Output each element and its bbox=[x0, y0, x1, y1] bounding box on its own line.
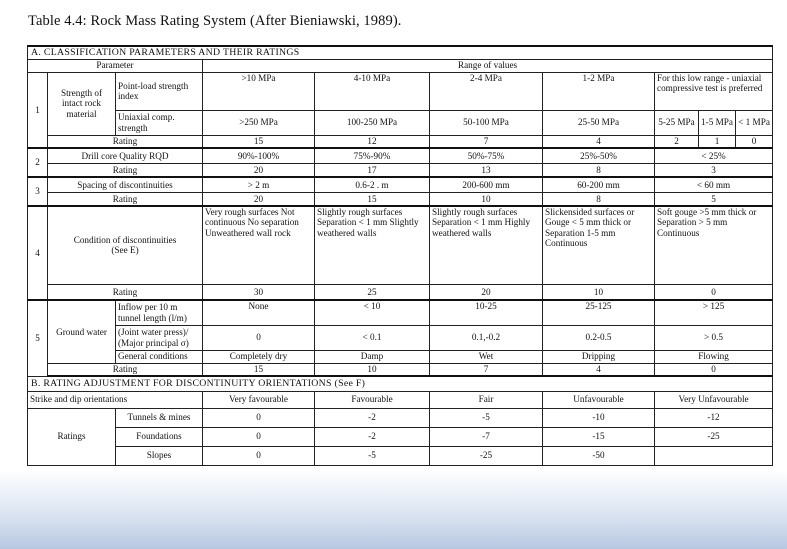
rating-value: 30 bbox=[203, 284, 315, 300]
point-load-value: >10 MPa bbox=[203, 72, 315, 110]
general-conditions-value: Wet bbox=[430, 350, 543, 363]
inflow-label: Inflow per 10 m tunnel length (l/m) bbox=[116, 300, 203, 325]
spacing-label: Spacing of discontinuities bbox=[48, 177, 203, 192]
spacing-value: > 2 m bbox=[203, 177, 315, 192]
spacing-value: 200-600 mm bbox=[430, 177, 543, 192]
rating-label: Rating bbox=[48, 363, 203, 376]
adjustment-value: -10 bbox=[543, 408, 655, 427]
rating-value: 20 bbox=[430, 284, 543, 300]
uniaxial-value: 5-25 MPa bbox=[655, 110, 699, 135]
water-pressure-value: 0.1,-0.2 bbox=[430, 325, 543, 350]
uniaxial-value: 25-50 MPa bbox=[543, 110, 655, 135]
adjustment-value: -25 bbox=[655, 427, 773, 446]
general-conditions-value: Completely dry bbox=[203, 350, 315, 363]
rqd-value: < 25% bbox=[655, 148, 773, 163]
rqd-value: 75%-90% bbox=[315, 148, 430, 163]
water-pressure-value: 0.2-0.5 bbox=[543, 325, 655, 350]
table-title: Table 4.4: Rock Mass Rating System (After Bieniawski, 1989). bbox=[28, 13, 402, 29]
adjustment-row-label: Tunnels & mines bbox=[116, 408, 203, 427]
rating-value: 15 bbox=[203, 135, 315, 148]
orientation-label: Fair bbox=[430, 391, 543, 408]
rating-value: 5 bbox=[655, 192, 773, 206]
rating-label: Rating bbox=[48, 192, 203, 206]
rating-value: 7 bbox=[430, 135, 543, 148]
rating-value: 10 bbox=[315, 363, 430, 376]
inflow-value: 10-25 bbox=[430, 300, 543, 325]
rating-value: 20 bbox=[203, 192, 315, 206]
general-conditions-value: Damp bbox=[315, 350, 430, 363]
ratings-label: Ratings bbox=[28, 408, 116, 465]
adjustment-value: 0 bbox=[203, 427, 315, 446]
param-1-number: 1 bbox=[28, 72, 48, 148]
range-header: Range of values bbox=[203, 59, 773, 72]
water-pressure-label: (Joint water press)/ (Major principal σ) bbox=[116, 325, 203, 350]
condition-value: Slightly rough surfaces Separation < 1 mm Slightly weathered walls bbox=[315, 206, 430, 284]
adjustment-value: 0 bbox=[203, 408, 315, 427]
point-load-value: 1-2 MPa bbox=[543, 72, 655, 110]
rating-value: 10 bbox=[430, 192, 543, 206]
adjustment-row-label: Foundations bbox=[116, 427, 203, 446]
inflow-value: < 10 bbox=[315, 300, 430, 325]
adjustment-value: -5 bbox=[430, 408, 543, 427]
inflow-value: 25-125 bbox=[543, 300, 655, 325]
param-4-number: 4 bbox=[28, 206, 48, 300]
rating-value: 12 bbox=[315, 135, 430, 148]
param-3-number: 3 bbox=[28, 177, 48, 206]
adjustment-value: -12 bbox=[655, 408, 773, 427]
uniaxial-value: 50-100 MPa bbox=[430, 110, 543, 135]
adjustment-value: -50 bbox=[543, 446, 655, 465]
section-a-heading: A. CLASSIFICATION PARAMETERS AND THEIR RATINGS bbox=[28, 46, 773, 59]
rating-value: 4 bbox=[543, 135, 655, 148]
rating-value: 10 bbox=[543, 284, 655, 300]
spacing-value: < 60 mm bbox=[655, 177, 773, 192]
rating-value: 8 bbox=[543, 192, 655, 206]
parameter-header: Parameter bbox=[28, 59, 203, 72]
condition-value: Soft gouge >5 mm thick or Separation > 5 mm Continuous bbox=[655, 206, 773, 284]
condition-value: Slickensided surfaces or Gouge < 5 mm thick or Separation 1-5 mm Continuous bbox=[543, 206, 655, 284]
rqd-value: 90%-100% bbox=[203, 148, 315, 163]
condition-value: Slightly rough surfaces Separation < 1 mm Highly weathered walls bbox=[430, 206, 543, 284]
uniaxial-value: >250 MPa bbox=[203, 110, 315, 135]
rating-label: Rating bbox=[48, 163, 203, 177]
param-5-number: 5 bbox=[28, 300, 48, 376]
rating-value: 2 bbox=[655, 135, 699, 148]
adjustment-value: -2 bbox=[315, 427, 430, 446]
water-pressure-value: < 0.1 bbox=[315, 325, 430, 350]
point-load-value: 2-4 MPa bbox=[430, 72, 543, 110]
section-b-heading: B. RATING ADJUSTMENT FOR DISCONTINUITY ORIENTATIONS (See F) bbox=[28, 376, 773, 391]
adjustment-value: -7 bbox=[430, 427, 543, 446]
general-conditions-value: Dripping bbox=[543, 350, 655, 363]
param-2-number: 2 bbox=[28, 148, 48, 177]
general-conditions-label: General conditions bbox=[116, 350, 203, 363]
uniaxial-value: 1-5 MPa bbox=[699, 110, 736, 135]
water-pressure-value: 0 bbox=[203, 325, 315, 350]
rating-label: Rating bbox=[48, 135, 203, 148]
low-range-note: For this low range - uniaxial compressive test is preferred bbox=[655, 72, 773, 110]
rating-value: 25 bbox=[315, 284, 430, 300]
uniaxial-label: Uniaxial comp. strength bbox=[116, 110, 203, 135]
inflow-value: None bbox=[203, 300, 315, 325]
uniaxial-value: < 1 MPa bbox=[736, 110, 773, 135]
adjustment-value: 0 bbox=[203, 446, 315, 465]
rmr-table bbox=[27, 45, 773, 466]
rqd-value: 25%-50% bbox=[543, 148, 655, 163]
adjustment-value bbox=[655, 446, 773, 465]
orientation-label: Favourable bbox=[315, 391, 430, 408]
adjustment-value: -15 bbox=[543, 427, 655, 446]
rating-value: 0 bbox=[655, 284, 773, 300]
condition-label: Condition of discontinuities (See E) bbox=[48, 206, 203, 284]
point-load-value: 4-10 MPa bbox=[315, 72, 430, 110]
rating-label: Rating bbox=[48, 284, 203, 300]
rating-value: 4 bbox=[543, 363, 655, 376]
adjustment-value: -2 bbox=[315, 408, 430, 427]
uniaxial-value: 100-250 MPa bbox=[315, 110, 430, 135]
rating-value: 13 bbox=[430, 163, 543, 177]
rqd-label: Drill core Quality RQD bbox=[48, 148, 203, 163]
water-pressure-value: > 0.5 bbox=[655, 325, 773, 350]
rating-value: 1 bbox=[699, 135, 736, 148]
rating-value: 17 bbox=[315, 163, 430, 177]
rating-value: 0 bbox=[736, 135, 773, 148]
strike-dip-label: Strike and dip orientations bbox=[28, 391, 203, 408]
spacing-value: 0.6-2 . m bbox=[315, 177, 430, 192]
rating-value: 3 bbox=[655, 163, 773, 177]
orientation-label: Very Unfavourable bbox=[655, 391, 773, 408]
spacing-value: 60-200 mm bbox=[543, 177, 655, 192]
param-1-name: Strength of intact rock material bbox=[48, 72, 116, 135]
rating-value: 15 bbox=[203, 363, 315, 376]
orientation-label: Unfavourable bbox=[543, 391, 655, 408]
orientation-label: Very favourable bbox=[203, 391, 315, 408]
rating-value: 15 bbox=[315, 192, 430, 206]
rating-value: 8 bbox=[543, 163, 655, 177]
rating-value: 7 bbox=[430, 363, 543, 376]
inflow-value: > 125 bbox=[655, 300, 773, 325]
rqd-value: 50%-75% bbox=[430, 148, 543, 163]
condition-value: Very rough surfaces Not continuous No separation Unweathered wall rock bbox=[203, 206, 315, 284]
general-conditions-value: Flowing bbox=[655, 350, 773, 363]
point-load-label: Point-load strength index bbox=[116, 72, 203, 110]
ground-water-label: Ground water bbox=[48, 300, 116, 363]
adjustment-row-label: Slopes bbox=[116, 446, 203, 465]
adjustment-value: -5 bbox=[315, 446, 430, 465]
adjustment-value: -25 bbox=[430, 446, 543, 465]
rating-value: 20 bbox=[203, 163, 315, 177]
rating-value: 0 bbox=[655, 363, 773, 376]
